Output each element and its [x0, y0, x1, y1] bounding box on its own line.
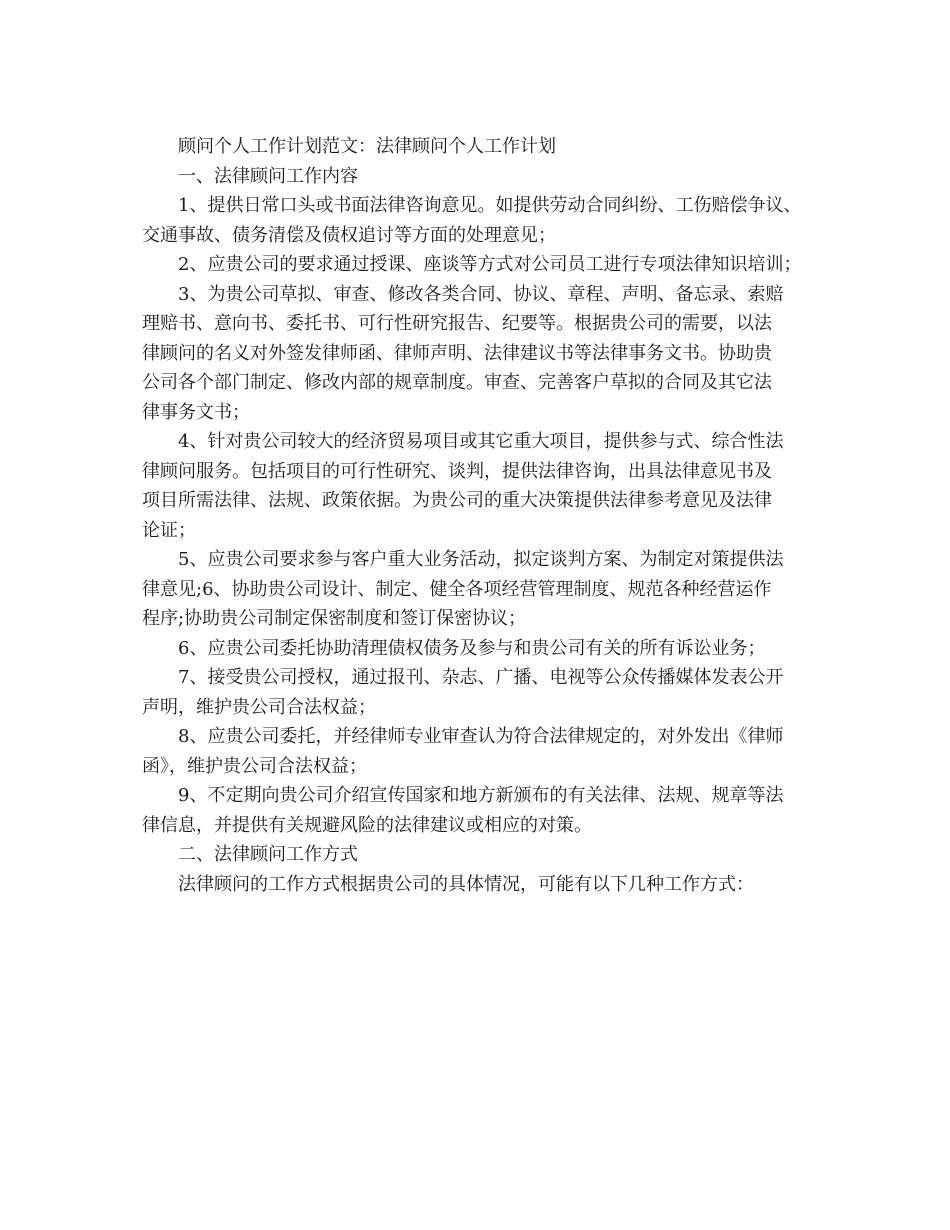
- paragraph-line: 8、应贵公司委托，并经律师专业审查认为符合法律规定的，对外发出《律师: [178, 726, 784, 747]
- paragraph-line: 法律顾问的工作方式根据贵公司的具体情况，可能有以下几种工作方式：: [178, 873, 754, 895]
- section-heading: 二、法律顾问工作方式: [178, 844, 358, 865]
- paragraph-line: 9、不定期向贵公司介绍宣传国家和地方新颁布的有关法律、法规、规章等法: [178, 785, 784, 806]
- paragraph-line: 函》，维护贵公司合法权益；: [142, 755, 367, 777]
- paragraph-line: 2、应贵公司的要求通过授课、座谈等方式对公司员工进行专项法律知识培训；: [178, 254, 802, 275]
- paragraph-line: 7、接受贵公司授权，通过报刊、杂志、广播、电视等公众传播媒体发表公开: [178, 667, 784, 688]
- document-body: [142, 132, 822, 899]
- paragraph-line: 程序;协助贵公司制定保密制度和签订保密协议；: [142, 608, 527, 629]
- paragraph-line: 1、提供日常口头或书面法律咨询意见。如提供劳动合同纠纷、工伤赔偿争议、: [178, 195, 802, 216]
- paragraph-line: 律顾问的名义对外签发律师函、律师声明、法律建议书等法律事务文书。协助贵: [142, 342, 772, 364]
- paragraph-line: 声明，维护贵公司合法权益；: [142, 696, 376, 718]
- section-heading: 一、法律顾问工作内容: [178, 165, 358, 187]
- paragraph-line: 律意见;6、协助贵公司设计、制定、健全各项经营管理制度、规范各种经营运作: [142, 578, 772, 600]
- paragraph-line: 3、为贵公司草拟、审查、修改各类合同、协议、章程、声明、备忘录、索赔: [178, 283, 784, 305]
- paragraph-line: 6、应贵公司委托协助清理债权债务及参与和贵公司有关的所有诉讼业务；: [178, 637, 766, 659]
- paragraph-line: 5、应贵公司要求参与客户重大业务活动，拟定谈判方案、为制定对策提供法: [178, 549, 784, 570]
- document-title: 顾问个人工作计划范文：法律顾问个人工作计划: [178, 136, 556, 157]
- paragraph-line: 4、针对贵公司较大的经济贸易项目或其它重大项目，提供参与式、综合性法: [178, 431, 784, 452]
- paragraph-line: 律信息，并提供有关规避风险的法律建议或相应的对策。: [142, 814, 592, 836]
- paragraph-line: 公司各个部门制定、修改内部的规章制度。审查、完善客户草拟的合同及其它法: [142, 372, 772, 393]
- paragraph-line: 理赔书、意向书、委托书、可行性研究报告、纪要等。根据贵公司的需要，以法: [142, 313, 772, 334]
- paragraph-line: 论证；: [142, 519, 196, 541]
- paragraph-line: 交通事故、债务清偿及债权追讨等方面的处理意见；: [142, 224, 556, 246]
- paragraph-line: 律顾问服务。包括项目的可行性研究、谈判，提供法律咨询，出具法律意见书及: [142, 460, 772, 482]
- paragraph-line: 律事务文书；: [142, 401, 250, 423]
- paragraph-line: 项目所需法律、法规、政策依据。为贵公司的重大决策提供法律参考意见及法律: [142, 490, 772, 511]
